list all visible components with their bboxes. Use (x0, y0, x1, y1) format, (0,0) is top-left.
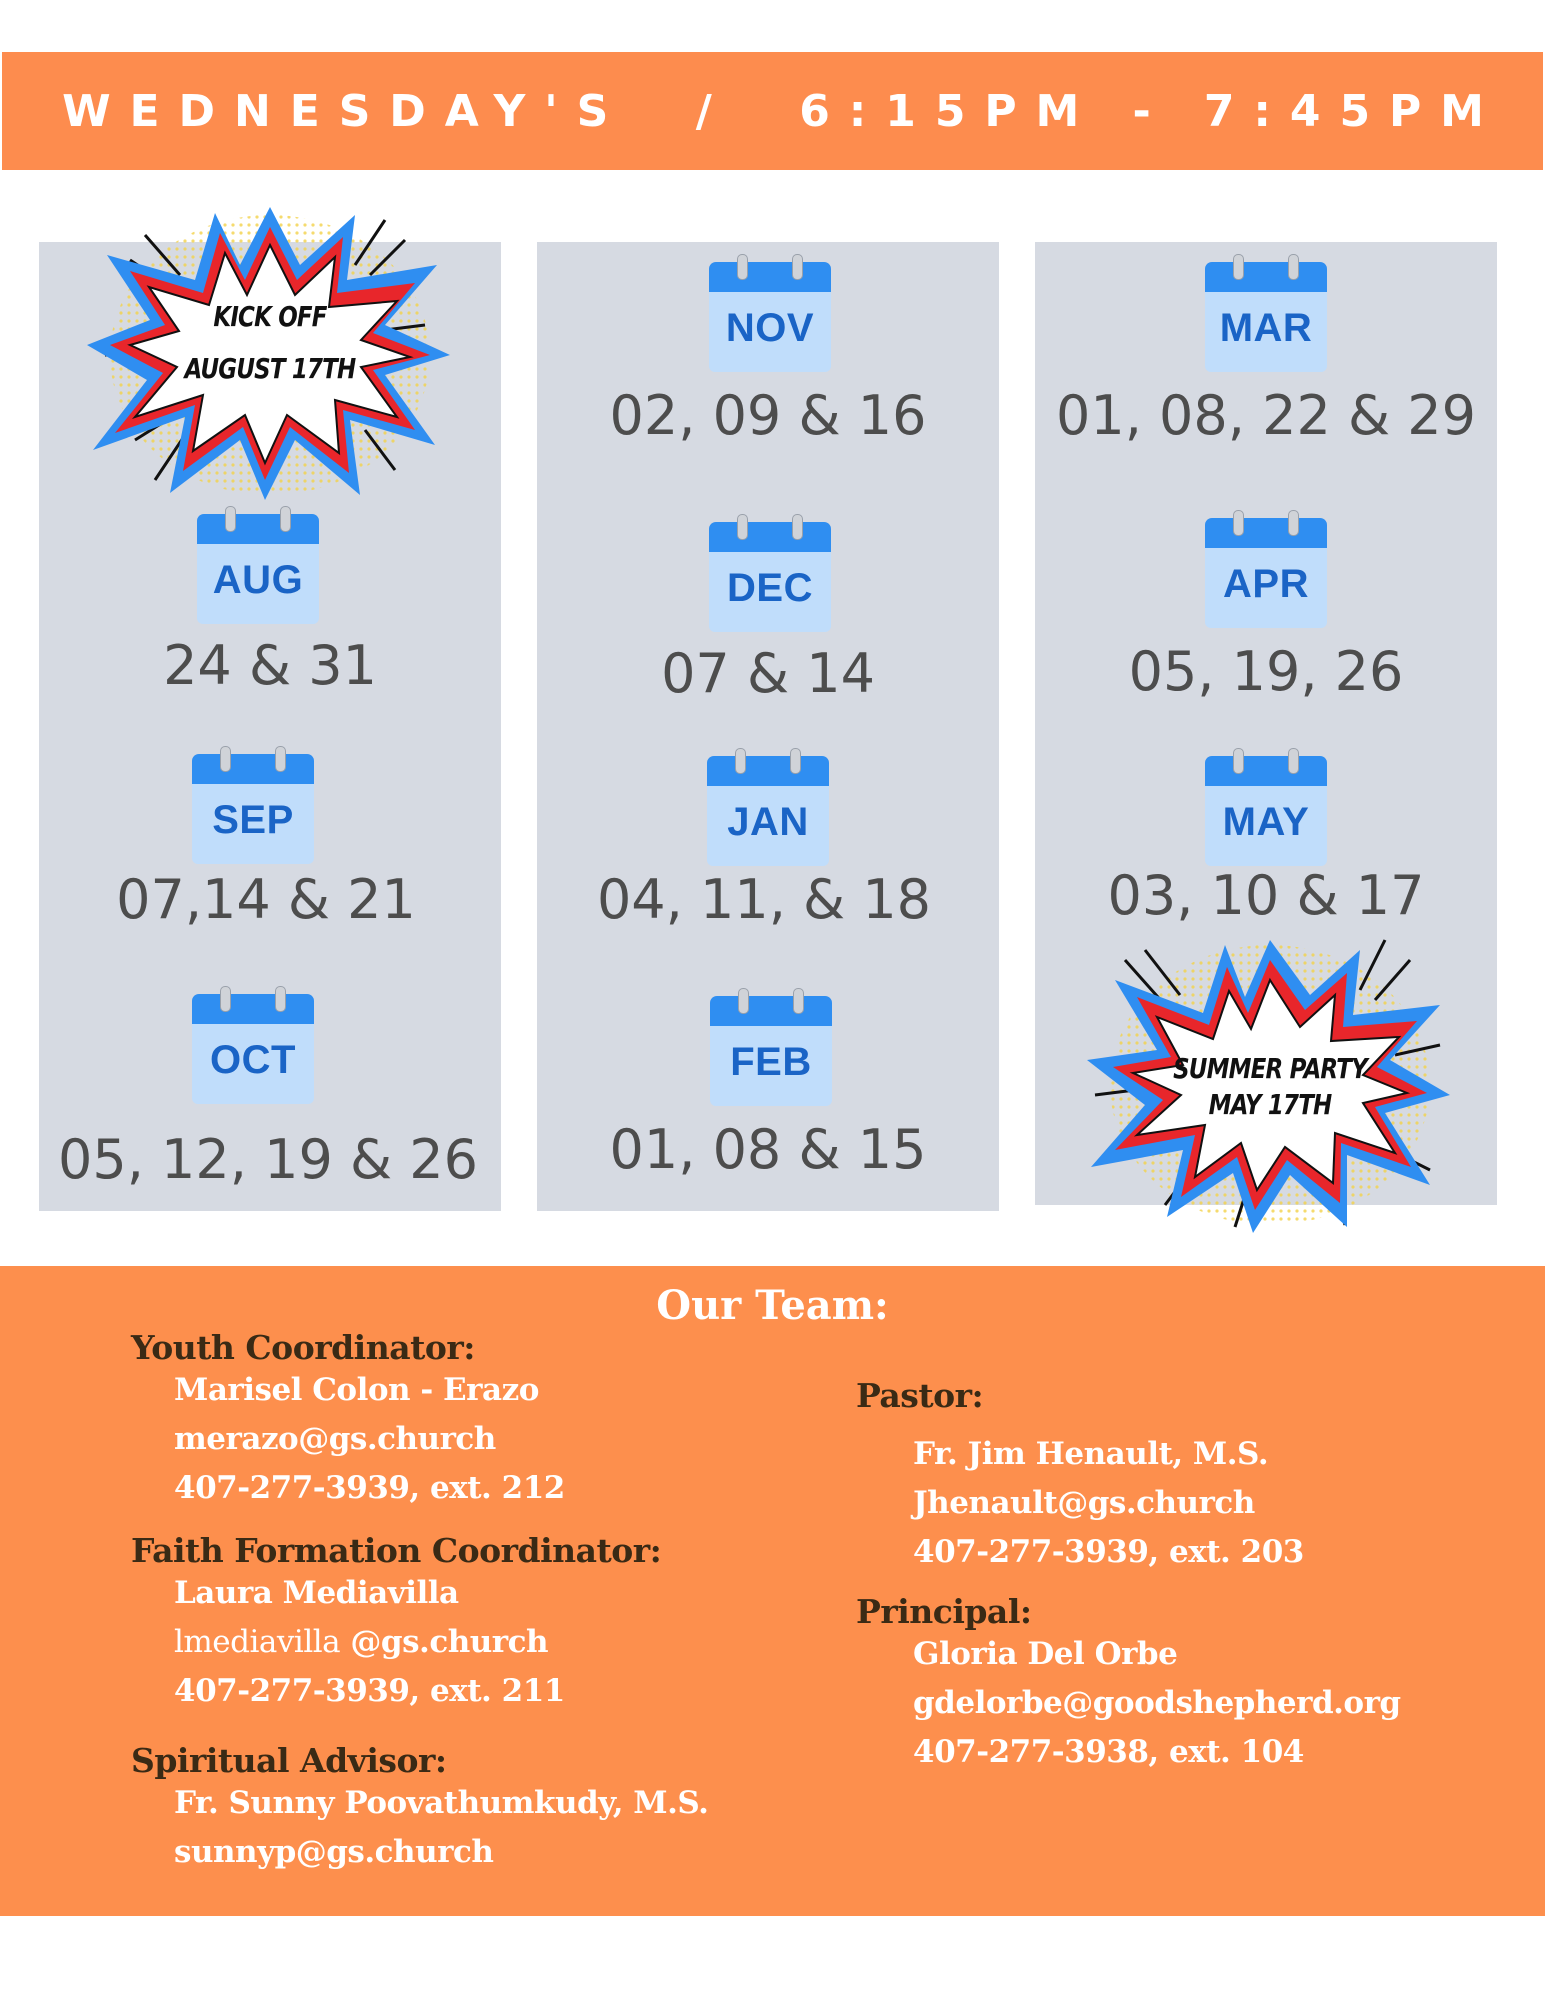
schedule-banner (2, 52, 1543, 170)
calendar-icon (710, 988, 832, 1106)
faith-formation-phone[interactable]: 407-277-3939, ext. 211 (174, 1673, 565, 1709)
kickoff-line1: KICK OFF (213, 300, 327, 333)
month-dates: 04, 11, & 18 (596, 868, 932, 931)
month-label: OCT (210, 1038, 296, 1082)
month-dates: 07,14 & 21 (116, 868, 416, 931)
summer-party-line1: SUMMER PARTY (1173, 1052, 1367, 1085)
faith-formation-email-domain: @gs.church (340, 1624, 549, 1660)
faith-formation-name: Laura Mediavilla (174, 1575, 459, 1611)
pastor-role: Pastor: (856, 1376, 984, 1415)
principal-name: Gloria Del Orbe (913, 1636, 1178, 1672)
youth-coordinator-phone[interactable]: 407-277-3939, ext. 212 (174, 1470, 565, 1506)
pastor-name: Fr. Jim Henault, M.S. (913, 1436, 1269, 1472)
month-dates: 07 & 14 (661, 642, 875, 705)
summer-party-line2: MAY 17TH (1208, 1088, 1332, 1121)
pastor-phone[interactable]: 407-277-3939, ext. 203 (913, 1534, 1304, 1570)
faith-formation-email-user: lmediavilla (174, 1624, 341, 1660)
calendar-icon (709, 254, 831, 372)
youth-coordinator-name: Marisel Colon - Erazo (174, 1372, 539, 1408)
month-label: MAR (1219, 306, 1313, 350)
month-label: JAN (727, 800, 809, 844)
youth-coordinator-email[interactable]: merazo@gs.church (174, 1421, 496, 1457)
calendar-icon (197, 506, 319, 624)
team-title: Our Team: (656, 1282, 889, 1329)
spiritual-advisor-email[interactable]: sunnyp@gs.church (174, 1834, 494, 1870)
kickoff-line2: AUGUST 17TH (184, 352, 356, 385)
month-label: DEC (727, 566, 813, 610)
month-label: FEB (730, 1040, 812, 1084)
calendar-icon (709, 514, 831, 632)
calendar-icon (192, 746, 314, 864)
calendar-icon (707, 748, 829, 866)
faith-formation-role: Faith Formation Coordinator: (131, 1531, 662, 1570)
month-label: AUG (212, 558, 304, 602)
principal-role: Principal: (856, 1592, 1032, 1631)
spiritual-advisor-role: Spiritual Advisor: (131, 1741, 447, 1780)
month-dates: 24 & 31 (163, 634, 377, 697)
calendar-icon (1205, 748, 1327, 866)
faith-formation-email[interactable] (174, 1624, 548, 1660)
schedule-time-label: WEDNESDAY'S / 6:15PM - 7:45PM (62, 85, 1503, 137)
calendar-icon (1205, 510, 1327, 628)
month-dates: 02, 09 & 16 (609, 384, 927, 447)
calendar-icon (1205, 254, 1327, 372)
month-label: MAY (1222, 800, 1310, 844)
month-dates: 05, 19, 26 (1128, 640, 1404, 703)
youth-coordinator-role: Youth Coordinator: (131, 1328, 475, 1367)
month-dates: 05, 12, 19 & 26 (58, 1128, 478, 1191)
principal-phone[interactable]: 407-277-3938, ext. 104 (913, 1734, 1304, 1770)
principal-email[interactable]: gdelorbe@goodshepherd.org (913, 1685, 1401, 1721)
kickoff-burst (85, 205, 455, 505)
team-section (0, 1266, 1545, 1916)
month-dates: 01, 08, 22 & 29 (1056, 384, 1476, 447)
month-label: SEP (212, 798, 294, 842)
pastor-email[interactable]: Jhenault@gs.church (913, 1485, 1255, 1521)
month-label: APR (1223, 562, 1309, 606)
month-dates: 01, 08 & 15 (609, 1118, 927, 1181)
month-label: NOV (725, 306, 815, 350)
spiritual-advisor-name: Fr. Sunny Poovathumkudy, M.S. (174, 1785, 709, 1821)
month-dates: 03, 10 & 17 (1107, 864, 1425, 927)
schedule-column-winter (537, 242, 999, 1211)
summer-party-burst (1085, 935, 1455, 1235)
calendar-icon (192, 986, 314, 1104)
